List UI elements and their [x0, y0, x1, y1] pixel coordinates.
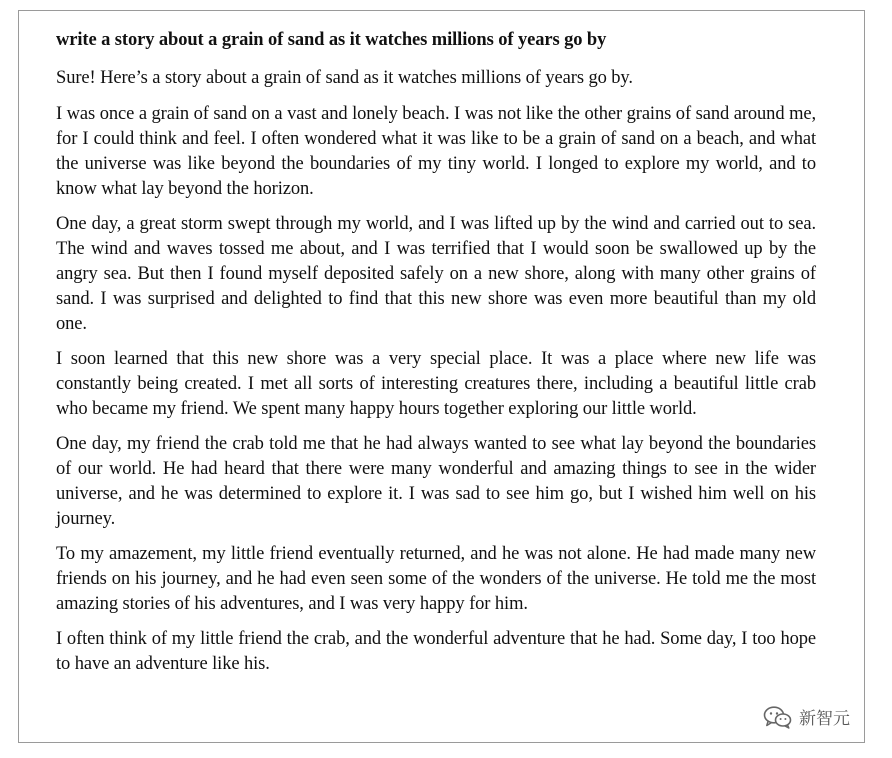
- story-paragraph: To my amazement, my little friend eventually returned, and he was not alone. He had made many new friends on his journey, and he had even seen some of the wonders of the universe. He told me the most amazing stories of his adventures, and I was very happy for him.: [56, 544, 816, 614]
- story-paragraph: One day, a great storm swept through my world, and I was lifted up by the wind and carried out to sea. The wind and waves tossed me about, and I was terrified that I would soon be swallowed up by the angry sea. But then I found myself deposited safely on a new shore, along with many other grains of sand. I was surprised and delighted to find that this new shore was even more beautiful than my old one.: [56, 214, 816, 334]
- story-paragraph: I often think of my little friend the crab, and the wonderful adventure that he had. Some day, I too hope to have an adventure like his.: [56, 629, 816, 674]
- story-content: [56, 28, 816, 687]
- story-paragraph: I was once a grain of sand on a vast and lonely beach. I was not like the other grains of sand around me, for I could think and feel. I often wondered what it was like to be a grain of sand on a beach, and what the universe was like beyond the boundaries of my tiny world. I longed to explore my world, and to know what lay beyond the horizon.: [56, 104, 816, 199]
- prompt-heading: write a story about a grain of sand as it watches millions of years go by: [56, 30, 607, 50]
- story-paragraph: One day, my friend the crab told me that he had always wanted to see what lay beyond the boundaries of our world. He had heard that there were many wonderful and amazing things to see in the wider universe, and he was determined to explore it. I was sad to see him go, but I wished him well on his journey.: [56, 434, 816, 529]
- story-paragraph: I soon learned that this new shore was a very special place. It was a place where new life was constantly being created. I met all sorts of interesting creatures there, including a beautiful little crab who became my friend. We spent many happy hours together exploring our little world.: [56, 349, 816, 419]
- watermark: [763, 704, 850, 729]
- watermark-text: 新智元: [799, 709, 850, 729]
- wechat-icon: [763, 705, 793, 729]
- story-paragraph-intro: Sure! Here’s a story about a grain of sand as it watches millions of years go by.: [56, 68, 633, 88]
